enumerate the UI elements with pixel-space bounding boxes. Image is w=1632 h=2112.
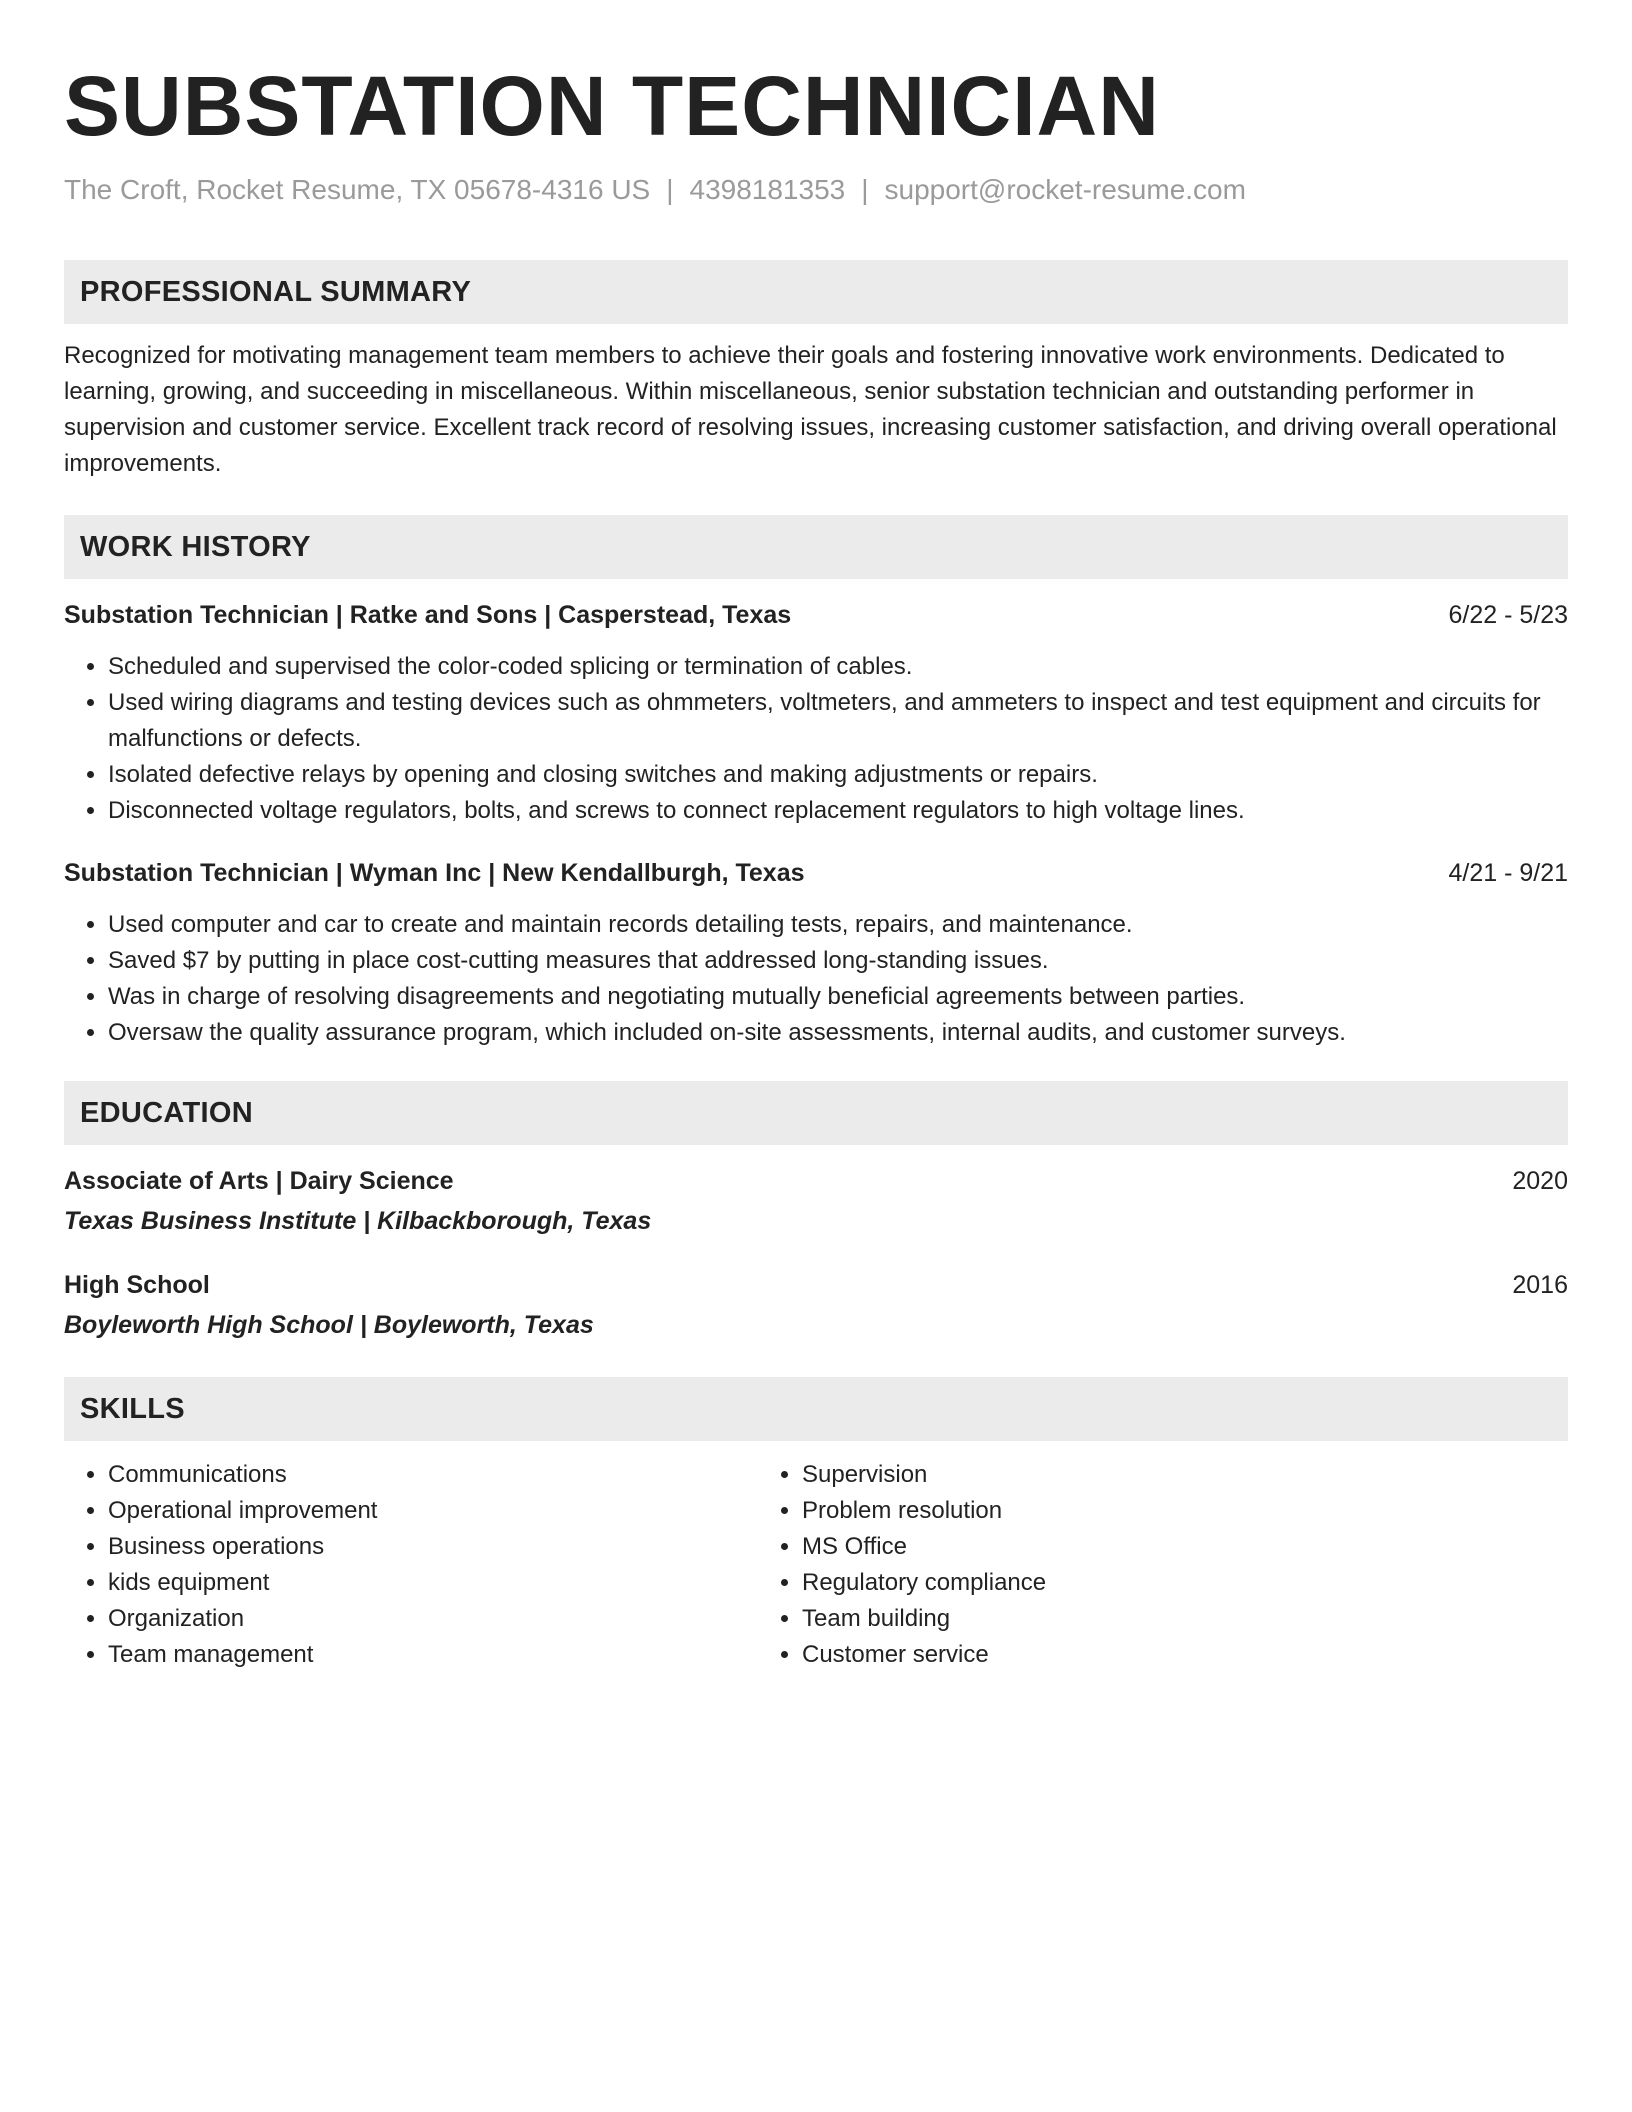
skill-item: • Supervision (802, 1457, 1460, 1493)
job-bullet: • Used wiring diagrams and testing devices such as ohmmeters, voltmeters, and ammeters to inspect and test equipment and circuits for malfunctions or defects. (108, 685, 1568, 757)
skill-item: • Problem resolution (802, 1493, 1460, 1529)
summary-text: Recognized for motivating management team members to achieve their goals and fostering innovative work environments. Dedicated to learning, growing, and succeeding in miscellaneous. Within miscellaneous, senior substation technician and outstanding performer in supervision and customer service. Excellent track record of resolving issues, increasing customer satisfaction, and driving overall operational improvements. (64, 342, 1557, 477)
contact-line (64, 170, 1568, 210)
education-degree: High School (64, 1271, 210, 1299)
contact-email: support@rocket-resume.com (884, 174, 1246, 205)
section-heading-education: EDUCATION (64, 1081, 1568, 1145)
education-school: Texas Business Institute | Kilbackborough, Texas (64, 1207, 652, 1235)
job-bullet: • Disconnected voltage regulators, bolts, and screws to connect replacement regulators to high voltage lines. (108, 793, 1568, 829)
job-bullets (64, 907, 1568, 1051)
job-bullets (64, 649, 1568, 829)
skill-item: • Regulatory compliance (802, 1565, 1460, 1601)
education-entry (64, 1267, 1568, 1343)
job-bullet: • Oversaw the quality assurance program, which included on-site assessments, internal audits, and customer surveys. (108, 1015, 1568, 1051)
skill-item: • Communications (108, 1457, 762, 1493)
education-entry (64, 1163, 1568, 1239)
skill-item: • Customer service (802, 1637, 1460, 1673)
education-school: Boyleworth High School | Boyleworth, Texas (64, 1311, 594, 1339)
education-year: 2016 (1512, 1271, 1568, 1299)
skills-column-left (64, 1457, 762, 1673)
education-year: 2020 (1512, 1167, 1568, 1195)
contact-phone: 4398181353 (689, 174, 846, 205)
section-heading-skills: SKILLS (64, 1377, 1568, 1441)
job-title: Substation Technician | Ratke and Sons | Casperstead, Texas (64, 601, 792, 629)
skill-item: • Business operations (108, 1529, 762, 1565)
contact-separator: | (861, 174, 869, 205)
skills-list (64, 1457, 1568, 1673)
skill-item: • Organization (108, 1601, 762, 1637)
section-heading-work-history: WORK HISTORY (64, 515, 1568, 579)
contact-separator: | (666, 174, 674, 205)
skills-column-right (762, 1457, 1460, 1673)
job-dates: 4/21 - 9/21 (1448, 859, 1568, 887)
skill-item: • MS Office (802, 1529, 1460, 1565)
job-bullet: • Isolated defective relays by opening and closing switches and making adjustments or repairs. (108, 757, 1568, 793)
skill-item: • kids equipment (108, 1565, 762, 1601)
skill-item: • Team building (802, 1601, 1460, 1637)
job-bullet: • Was in charge of resolving disagreements and negotiating mutually beneficial agreements between parties. (108, 979, 1568, 1015)
job-entry (64, 597, 1568, 829)
candidate-name: SUBSTATION TECHNICIAN (64, 59, 1160, 153)
skill-item: • Team management (108, 1637, 762, 1673)
resume-page (64, 56, 1568, 1673)
contact-address: The Croft, Rocket Resume, TX 05678-4316 US (64, 174, 651, 205)
job-bullet: • Used computer and car to create and maintain records detailing tests, repairs, and maintenance. (108, 907, 1568, 943)
education-degree: Associate of Arts | Dairy Science (64, 1167, 454, 1195)
job-dates: 6/22 - 5/23 (1448, 601, 1568, 629)
job-entry (64, 855, 1568, 1051)
section-heading-summary: PROFESSIONAL SUMMARY (64, 260, 1568, 324)
job-bullet: • Saved $7 by putting in place cost-cutting measures that addressed long-standing issues. (108, 943, 1568, 979)
job-title: Substation Technician | Wyman Inc | New Kendallburgh, Texas (64, 859, 805, 887)
job-bullet: • Scheduled and supervised the color-coded splicing or termination of cables. (108, 649, 1568, 685)
skill-item: • Operational improvement (108, 1493, 762, 1529)
